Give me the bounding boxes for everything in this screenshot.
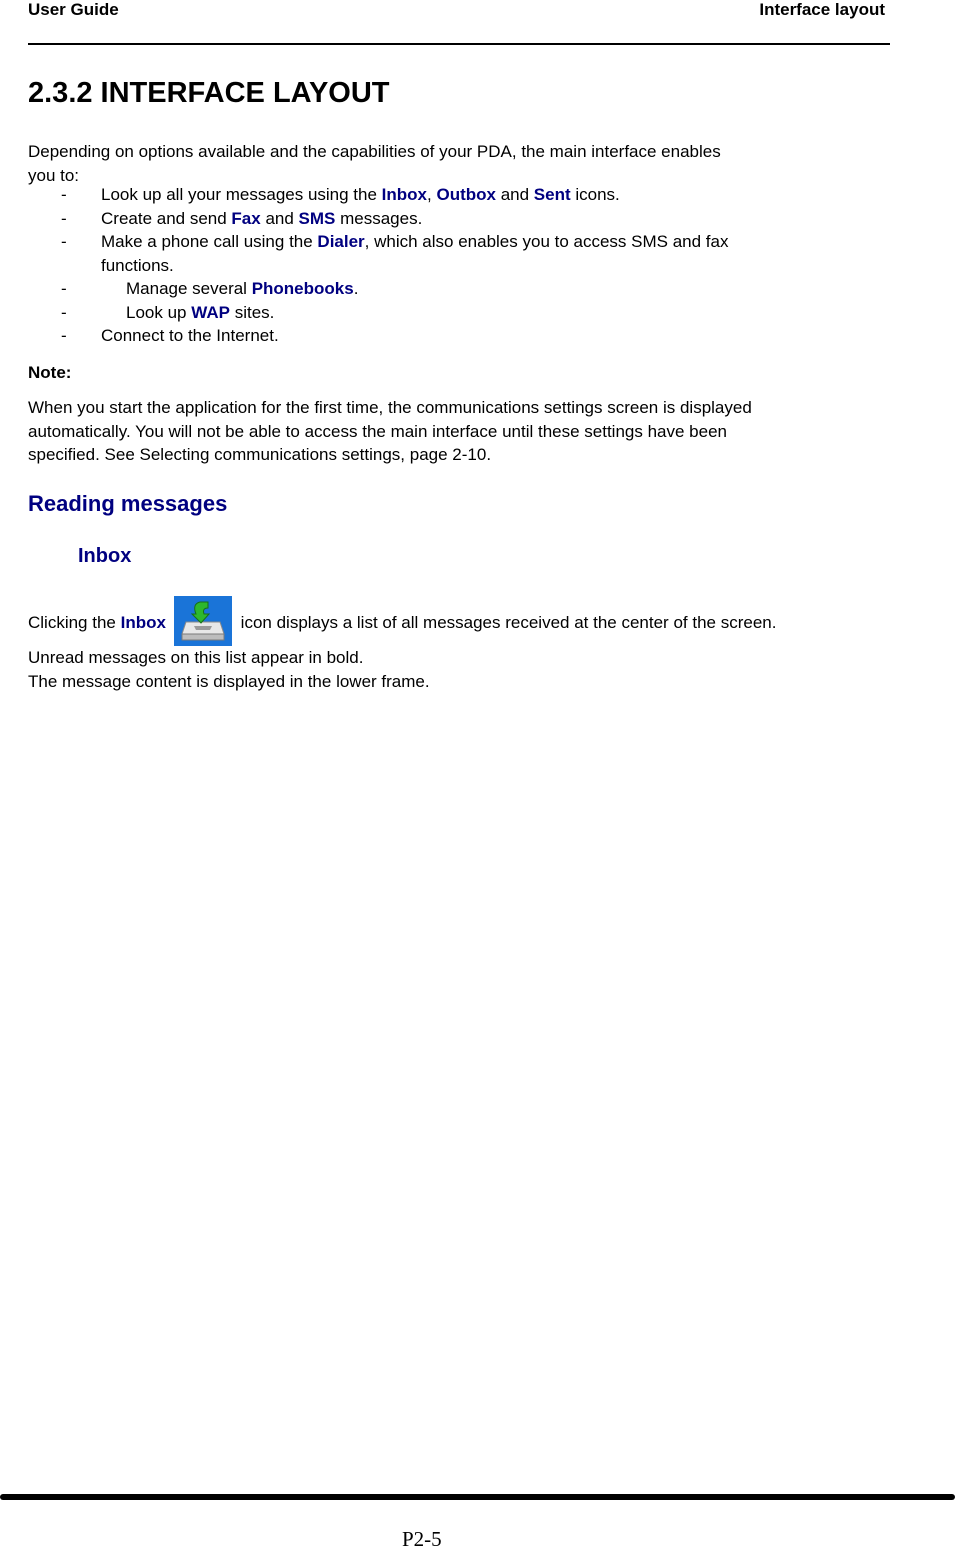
- keyword-wap: WAP: [191, 302, 230, 322]
- inbox-line: The message content is displayed in the lower frame.: [28, 671, 430, 691]
- item-text: Make a phone call using the: [101, 232, 318, 251]
- item-text: Create and send: [101, 208, 232, 228]
- header-rule: [28, 43, 890, 45]
- inbox-text: Clicking the: [28, 613, 121, 632]
- list-item: [28, 230, 888, 277]
- item-text: icons.: [570, 185, 620, 204]
- intro-line: you to:: [28, 165, 80, 185]
- item-text: sites.: [229, 302, 275, 322]
- bullet-dash: -: [61, 208, 67, 228]
- note-paragraph: [28, 396, 888, 467]
- list-item: [28, 183, 888, 207]
- keyword-inbox: Inbox: [381, 185, 428, 204]
- bullet-dash: -: [61, 232, 67, 251]
- note-line: When you start the application for the first time, the communications settings screen is displayed: [28, 398, 752, 417]
- list-item: [28, 324, 888, 348]
- intro-paragraph: [28, 140, 888, 187]
- page-number: P2-5: [402, 1527, 442, 1551]
- note-line: automatically. You will not be able to access the main interface until these settings have been: [28, 421, 728, 441]
- item-text: and: [260, 208, 299, 228]
- inbox-line: Unread messages on this list appear in bold.: [28, 648, 364, 667]
- list-item: [28, 207, 888, 231]
- subsection-heading: Inbox: [78, 545, 132, 567]
- keyword-fax: Fax: [231, 208, 261, 228]
- intro-line: Depending on options available and the capabilities of your PDA, the main interface enables: [28, 142, 721, 161]
- keyword-inbox: Inbox: [120, 613, 166, 632]
- item-text: , which also enables you to access SMS and fax: [364, 232, 729, 251]
- item-text: functions.: [101, 255, 174, 275]
- header-left: User Guide: [28, 0, 119, 19]
- keyword-outbox: Outbox: [436, 185, 496, 204]
- item-text: ,: [427, 185, 437, 204]
- feature-list: [28, 183, 888, 348]
- inbox-icon: [174, 596, 232, 646]
- bullet-dash: -: [61, 326, 67, 345]
- keyword-sent: Sent: [533, 185, 571, 204]
- section-heading: Reading messages: [28, 491, 228, 516]
- inbox-paragraph: [28, 596, 908, 693]
- item-text: and: [495, 185, 534, 204]
- page-title: 2.3.2 INTERFACE LAYOUT: [28, 77, 390, 109]
- item-text: .: [353, 279, 359, 298]
- keyword-sms: SMS: [298, 208, 336, 228]
- bullet-dash: -: [61, 185, 67, 204]
- header-right: Interface layout: [759, 0, 885, 19]
- list-item: [28, 277, 888, 301]
- item-text: messages.: [335, 208, 423, 228]
- bullet-dash: -: [61, 302, 67, 322]
- item-text: Manage several: [126, 279, 252, 298]
- item-text: Look up: [126, 302, 192, 322]
- item-text: Connect to the Internet.: [101, 326, 279, 345]
- footer-rule: [0, 1494, 955, 1500]
- item-text: Look up all your messages using the: [101, 185, 382, 204]
- note-heading: Note:: [28, 363, 72, 382]
- note-line: specified. See Selecting communications settings, page 2-10.: [28, 445, 492, 464]
- inbox-line: [28, 596, 908, 646]
- list-item: [28, 301, 888, 325]
- keyword-phonebooks: Phonebooks: [251, 279, 354, 298]
- inbox-text: icon displays a list of all messages received at the center of the screen.: [235, 613, 777, 632]
- bullet-dash: -: [61, 279, 67, 298]
- keyword-dialer: Dialer: [317, 232, 365, 251]
